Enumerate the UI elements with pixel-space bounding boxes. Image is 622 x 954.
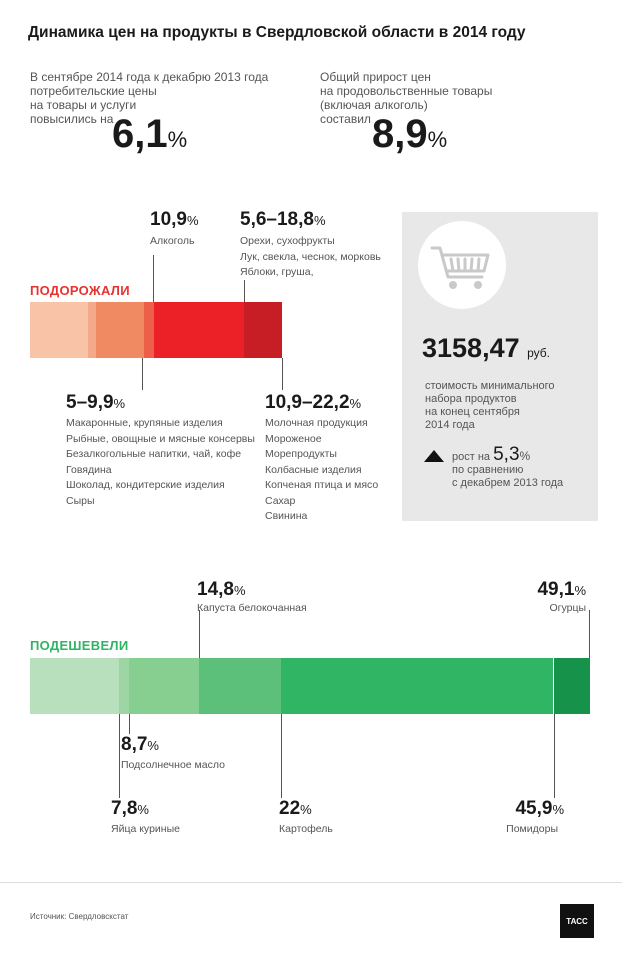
fall-value <box>121 734 159 757</box>
rise-group-items <box>240 234 381 281</box>
rise-group-value <box>240 209 326 232</box>
basket-growth-value: 5,3 <box>493 444 520 465</box>
rise-item: Морепродукты <box>265 448 337 460</box>
fall-category-label: Картофель <box>279 823 333 835</box>
rise-group-value <box>265 392 361 415</box>
rise-item: Лук, свекла, чеснок, морковь <box>240 250 381 263</box>
rise-leader-dairy <box>282 358 283 390</box>
rise-group-number: 5–9,9 <box>66 392 114 413</box>
rise-group-number: 10,9–22,2 <box>265 392 350 413</box>
intro-right-unit: % <box>427 127 448 152</box>
rise-segment-3 <box>96 302 144 358</box>
intro-right-line: (включая алкоголь) <box>320 98 428 112</box>
rise-group-value <box>66 392 125 415</box>
rise-bar <box>30 302 282 358</box>
intro-left-line: В сентябре 2014 года к декабрю 2013 года <box>30 70 269 84</box>
rise-leader-pasta <box>142 358 143 390</box>
rise-segment-4 <box>144 302 154 358</box>
rise-item: Орехи, сухофрукты <box>240 235 335 247</box>
shopping-cart-icon <box>418 221 506 309</box>
intro-left-number: 6,1 <box>112 112 168 156</box>
rise-group-unit: % <box>313 213 326 228</box>
intro-right-line: на продовольственные товары <box>320 84 493 98</box>
intro-right-line: Общий прирост цен <box>320 70 431 84</box>
fall-category-label: Яйца куриные <box>111 823 180 835</box>
rise-group-unit: % <box>113 396 126 411</box>
fall-leader <box>129 714 130 734</box>
intro-right-line: составил <box>320 112 371 126</box>
fall-value-unit: % <box>574 583 586 598</box>
rise-item: Копченая птица и мясо <box>265 479 379 491</box>
rise-item: Алкоголь <box>150 235 195 247</box>
rise-item: Безалкогольные напитки, чай, кофе <box>66 448 242 460</box>
basket-description <box>425 380 555 432</box>
basket-growth-line <box>452 444 563 465</box>
fall-leader <box>554 714 555 798</box>
rise-segment-1 <box>30 302 88 358</box>
fall-value-unit: % <box>552 802 564 817</box>
fall-value-number: 45,9 <box>515 798 553 819</box>
fall-leader <box>199 610 200 658</box>
rise-leader-nuts <box>244 280 245 302</box>
rise-item: Сыры <box>66 494 95 507</box>
fall-segment <box>281 658 554 714</box>
rise-item: Мороженое <box>265 432 322 445</box>
intro-left-line: потребительские цены <box>30 84 157 98</box>
fall-segment <box>554 658 590 714</box>
fall-value <box>197 579 246 602</box>
rise-item: Рыбные, овощные и мясные консервы <box>66 432 255 445</box>
rise-group-number: 10,9 <box>150 209 187 230</box>
fall-segment <box>199 658 281 714</box>
basket-price-value: 3158,47 <box>422 333 520 363</box>
fall-value-number: 8,7 <box>121 734 148 755</box>
basket-growth-prefix: рост на <box>452 451 491 463</box>
triangle-up-icon <box>424 450 444 462</box>
fall-category-label: Капуста белокочанная <box>197 602 307 614</box>
fall-value <box>515 798 564 821</box>
fall-value-number: 14,8 <box>197 579 234 600</box>
intro-right-value <box>372 114 447 160</box>
basket-description-line: набора продуктов <box>425 393 517 405</box>
rise-segment-2 <box>88 302 96 358</box>
rise-segment-6 <box>244 302 282 358</box>
basket-growth-line: с декабрем 2013 года <box>452 477 564 489</box>
fall-leader <box>119 714 120 798</box>
fall-value-unit: % <box>300 802 312 817</box>
fall-value-number: 22 <box>279 798 301 819</box>
rise-item: Сахар <box>265 494 296 507</box>
fall-value-unit: % <box>137 802 149 817</box>
basket-growth-line: по сравнению <box>452 464 524 476</box>
intro-left-value <box>112 114 187 160</box>
fall-value-number: 7,8 <box>111 798 138 819</box>
rise-item: Молочная продукция <box>265 417 368 429</box>
basket-description-line: стоимость минимального <box>425 380 555 392</box>
intro-left-line: на товары и услуги <box>30 98 137 112</box>
intro-right-number: 8,9 <box>372 112 428 156</box>
rise-item: Колбасные изделия <box>265 463 362 476</box>
fall-segment <box>119 658 129 714</box>
rise-group-unit: % <box>186 213 199 228</box>
rise-item: Свинина <box>265 510 308 522</box>
fall-category-label: Подсолнечное масло <box>121 759 225 771</box>
rise-group-items <box>66 416 255 509</box>
fall-value-unit: % <box>233 583 246 598</box>
fall-value-unit: % <box>147 738 159 753</box>
rise-item: Яблоки, груша, <box>240 266 314 278</box>
fall-category-label: Помидоры <box>506 823 558 835</box>
rise-item: Макаронные, крупяные изделия <box>66 417 223 429</box>
intro-left-line: повысились на <box>30 112 114 126</box>
rise-leader-alcohol <box>153 255 154 302</box>
rise-group-items <box>150 234 195 250</box>
basket-price-unit: руб. <box>527 346 551 360</box>
basket-description-line: 2014 года <box>425 419 475 431</box>
cart-circle <box>418 221 506 309</box>
rise-item: Говядина <box>66 463 112 476</box>
fall-leader <box>589 610 590 658</box>
fall-value <box>537 579 586 602</box>
basket-growth-unit: % <box>519 449 531 463</box>
rise-group-unit: % <box>349 396 362 411</box>
rise-item: Шоколад, кондитерские изделия <box>66 479 225 491</box>
fall-segment <box>129 658 199 714</box>
fall-value-number: 49,1 <box>537 579 575 600</box>
basket-description-line: на конец сентября <box>425 406 520 418</box>
intro-left-unit: % <box>167 127 188 152</box>
basket-growth <box>452 444 564 490</box>
fall-leader <box>281 714 282 798</box>
rise-segment-5 <box>154 302 244 358</box>
basket-price <box>422 333 550 364</box>
rise-group-value <box>150 209 199 232</box>
footer-divider <box>0 882 622 883</box>
fall-value <box>111 798 149 821</box>
rise-group-number: 5,6–18,8 <box>240 209 314 230</box>
source-text: Источник: Свердловскстат <box>30 912 129 921</box>
fall-value <box>279 798 312 821</box>
page-title: Динамика цен на продукты в Свердловской области в 2014 году <box>28 24 526 41</box>
tass-logo: ТАСС <box>560 904 594 938</box>
fall-section-label: ПОДЕШЕВЕЛИ <box>30 638 129 653</box>
fall-category-label: Огурцы <box>549 602 586 614</box>
fall-bar <box>30 658 590 714</box>
rise-group-items <box>265 416 378 525</box>
fall-segment <box>30 658 119 714</box>
rise-section-label: ПОДОРОЖАЛИ <box>30 283 130 298</box>
